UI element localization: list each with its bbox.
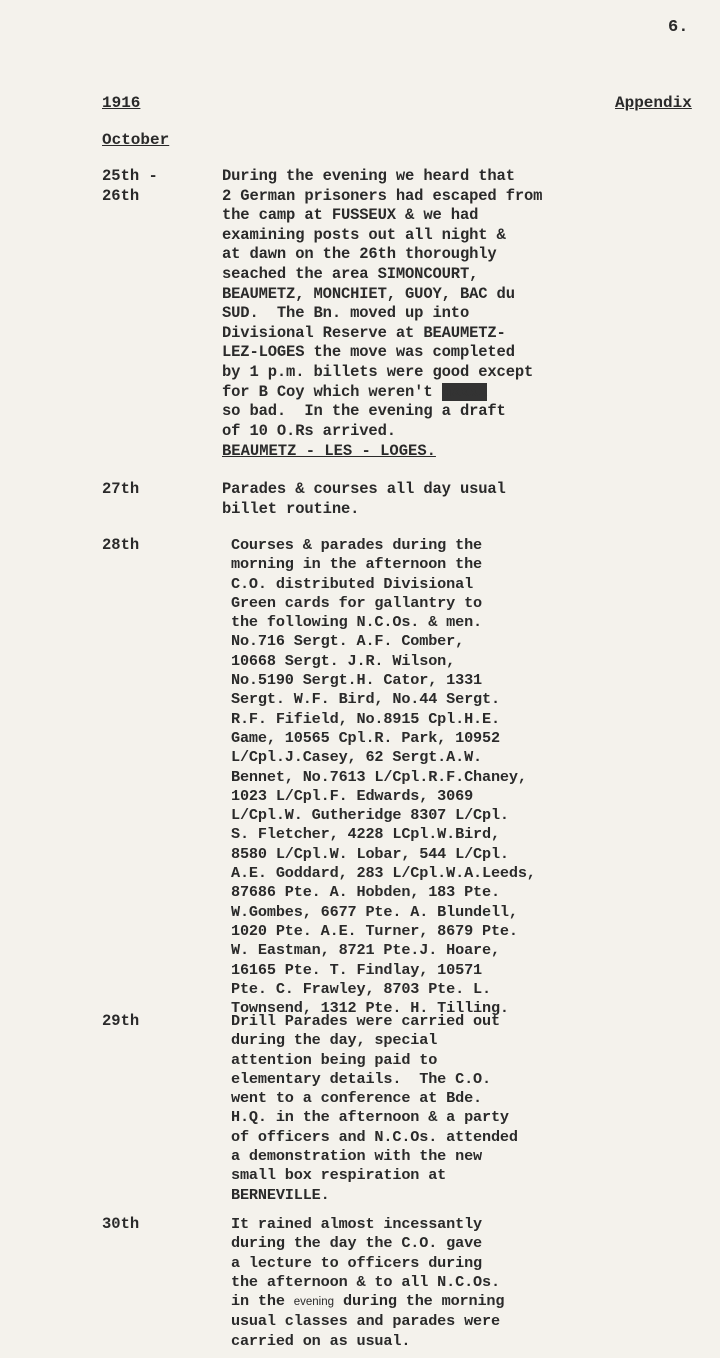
entry-date-25-26: 25th - 26th: [102, 167, 158, 205]
year-heading: 1916: [102, 94, 141, 112]
entry-text-30-part1: It rained almost incessantly during the day the C.O. gave a lecture to officers during the afternoon & to all N.C.Os. in the: [231, 1215, 500, 1311]
entry-text-25-26-part1: During the evening we heard that 2 German prisoners had escaped from the camp at FUSSEUX & we had examining posts out all night & at dawn on the 26th thoroughly seached the area SIMONCOURT, BEAUMETZ, MONCHIET, GUOY, BAC du SUD. The Bn. moved up into Divisional Reserve at BEAUMETZ- LEZ-LOGES the move was completed by 1 p.m. billets were good except for B Coy which weren't: [222, 167, 543, 401]
entry-date-29: 29th: [102, 1012, 140, 1030]
struck-out-text: gxxxx: [441, 382, 488, 401]
appendix-heading: Appendix: [615, 94, 692, 112]
entry-text-25-26-part2: so bad. In the evening a draft of 10 O.Rs arrived.: [222, 402, 506, 440]
entry-text-25-26: [222, 167, 542, 441]
entry-date-28: 28th: [102, 536, 140, 554]
handwritten-correction: evening: [293, 1296, 335, 1309]
entry-date-27: 27th: [102, 480, 140, 498]
page-number: 6.: [668, 18, 689, 37]
entry-text-30-part2: during the morning usual classes and parades were carried on as usual.: [231, 1292, 505, 1350]
month-heading: October: [102, 131, 170, 149]
entry-text-30: [231, 1215, 504, 1351]
entry-text-28: Courses & parades during the morning in the afternoon the C.O. distributed Divisional Green cards for gallantry to the following N.C.Os. & men. No.716 Sergt. A.F. Comber, 10668 Sergt. J.R. Wilson, No.5190 Sergt.H. Cator, 1331 Sergt. W.F. Bird, No.44 Sergt. R.F. Fifield, No.8915 Cpl.H.E. Game, 10565 Cpl.R. Park, 10952 L/Cpl.J.Casey, 62 Sergt.A.W. Bennet, No.7613 L/Cpl.R.F.Chaney, 1023 L/Cpl.F. Edwards, 3069 L/Cpl.W. Gutheridge 8307 L/Cpl. S. Fletcher, 4228 LCpl.W.Bird, 8580 L/Cpl.W. Lobar, 544 L/Cpl. A.E. Goddard, 283 L/Cpl.W.A.Leeds, 87686 Pte. A. Hobden, 183 Pte. W.Gombes, 6677 Pte. A. Blundell, 1020 Pte. A.E. Turner, 8679 Pte. W. Eastman, 8721 Pte.J. Hoare, 16165 Pte. T. Findlay, 10571 Pte. C. Frawley, 8703 Pte. L. Townsend, 1312 Pte. H. Tilling.: [231, 536, 536, 1018]
entry-date-30: 30th: [102, 1215, 140, 1233]
entry-text-27: Parades & courses all day usual billet routine.: [222, 480, 506, 518]
location-heading: BEAUMETZ - LES - LOGES.: [222, 442, 436, 460]
entry-text-29: Drill Parades were carried out during the day, special attention being paid to elementary details. The C.O. went to a conference at Bde. H.Q. in the afternoon & a party of officers and N.C.Os. attended a demonstration with the new small box respiration at BERNEVILLE.: [231, 1012, 518, 1204]
